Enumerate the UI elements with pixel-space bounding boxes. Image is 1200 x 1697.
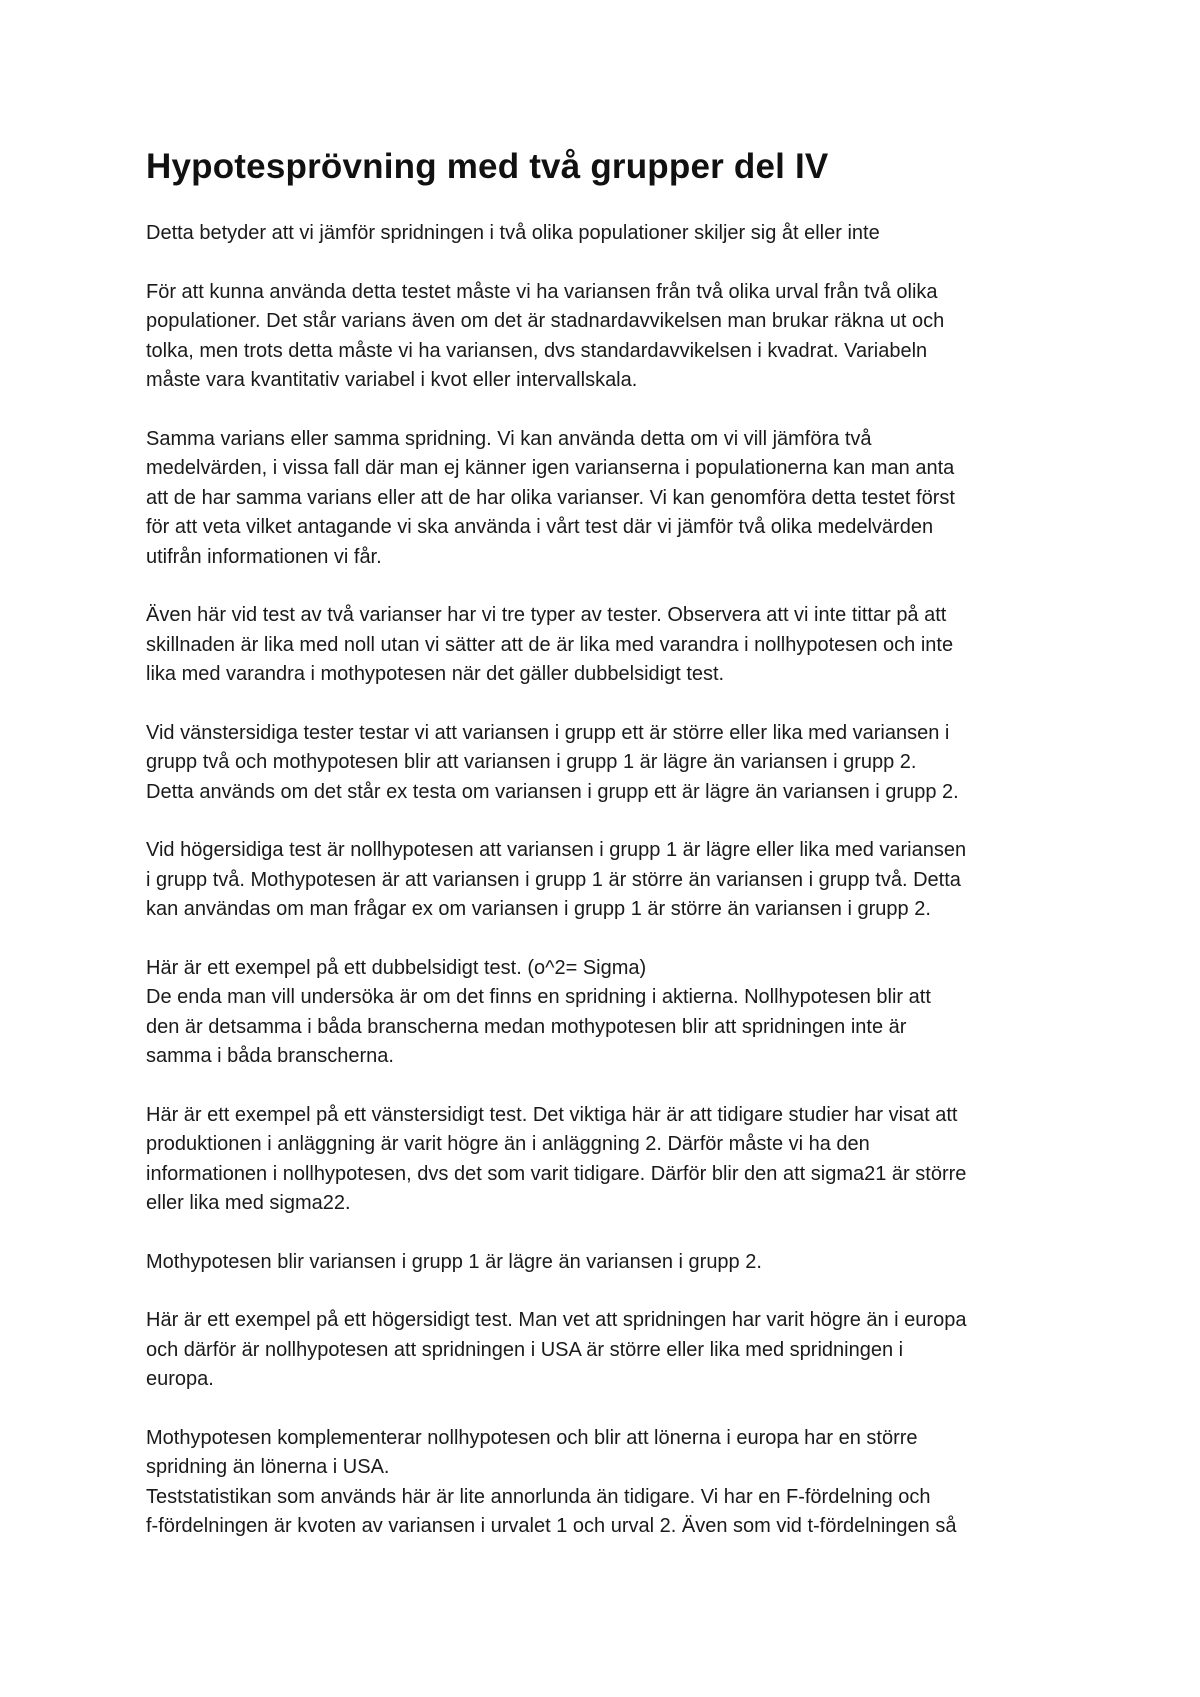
paragraph — [146, 1101, 1076, 1219]
text-line: och därför är nollhypotesen att spridningen i USA är större eller lika med spridningen i — [146, 1338, 904, 1361]
paragraph — [146, 954, 1076, 1072]
paragraph — [146, 278, 1076, 396]
text-line: Mothypotesen blir variansen i grupp 1 är lägre än variansen i grupp 2. — [146, 1250, 762, 1273]
text-line: Detta används om det står ex testa om variansen i grupp ett är lägre än variansen i grupp 2. — [146, 780, 959, 803]
text-line: kan användas om man frågar ex om variansen i grupp 1 är större än variansen i grupp 2. — [146, 898, 931, 920]
text-line: Detta betyder att vi jämför spridningen i två olika populationer skiljer sig åt eller inte — [146, 222, 880, 244]
text-line: Teststatistikan som används här är lite annorlunda än tidigare. Vi har en F-fördelning och — [146, 1485, 931, 1508]
text-line: Här är ett exempel på ett vänstersidigt test. Det viktiga här är att tidigare studier har visat att — [146, 1103, 958, 1126]
text-line: samma i båda branscherna. — [146, 1045, 394, 1067]
text-line: eller lika med sigma22. — [146, 1192, 351, 1214]
paragraph — [146, 719, 1076, 808]
text-line: Här är ett exempel på ett dubbelsidigt test. (o^2= Sigma) — [146, 956, 647, 979]
text-line: utifrån informationen vi får. — [146, 545, 382, 568]
text-line: Även här vid test av två varianser har vi tre typer av tester. Observera att vi inte tittar på att — [146, 604, 947, 626]
paragraph — [146, 219, 1076, 249]
paragraph — [146, 836, 1076, 925]
paragraph — [146, 1306, 1076, 1395]
text-line: produktionen i anläggning är varit högre än i anläggning 2. Därför måste vi ha den — [146, 1133, 870, 1155]
text-line: måste vara kvantitativ variabel i kvot eller intervallskala. — [146, 369, 638, 391]
text-line: europa. — [146, 1368, 214, 1390]
text-line: Mothypotesen komplementerar nollhypotesen och blir att lönerna i europa har en större — [146, 1426, 918, 1449]
paragraph — [146, 425, 1076, 573]
text-line: i grupp två. Mothypotesen är att variansen i grupp 1 är större än variansen i grupp två. Detta — [146, 868, 961, 891]
text-line: populationer. Det står varians även om det är stadnardavvikelsen man brukar räkna ut och — [146, 310, 945, 332]
document-title: Hypotesprövning med två grupper del IV — [146, 147, 829, 186]
text-line: medelvärden, i vissa fall där man ej känner igen varianserna i populationerna kan man anta — [146, 457, 955, 479]
paragraph — [146, 601, 1076, 690]
paragraph — [146, 1424, 1076, 1542]
text-line: Samma varians eller samma spridning. Vi kan använda detta om vi vill jämföra två — [146, 427, 872, 450]
text-line: För att kunna använda detta testet måste vi ha variansen från två olika urval från två olika — [146, 280, 938, 303]
paragraph-list — [146, 219, 1076, 1542]
text-line: De enda man vill undersöka är om det finns en spridning i aktierna. Nollhypotesen blir att — [146, 986, 931, 1008]
text-line: Vid högersidiga test är nollhypotesen att variansen i grupp 1 är lägre eller lika med variansen — [146, 839, 967, 861]
text-line: Här är ett exempel på ett högersidigt test. Man vet att spridningen har varit högre än i europa — [146, 1309, 967, 1331]
text-line: Vid vänstersidiga tester testar vi att variansen i grupp ett är större eller lika med variansen i — [146, 721, 950, 744]
paragraph — [146, 1248, 1076, 1278]
text-line: att de har samma varians eller att de har olika varianser. Vi kan genomföra detta testet först — [146, 486, 955, 509]
text-line: tolka, men trots detta måste vi ha variansen, dvs standardavvikelsen i kvadrat. Variabeln — [146, 339, 928, 362]
text-line: grupp två och mothypotesen blir att variansen i grupp 1 är lägre än variansen i grupp 2. — [146, 751, 917, 773]
text-line: f-fördelningen är kvoten av variansen i urvalet 1 och urval 2. Även som vid t-fördelningen så — [146, 1515, 957, 1537]
text-line: skillnaden är lika med noll utan vi sätter att de är lika med varandra i nollhypotesen och inte — [146, 633, 954, 656]
document-body — [146, 145, 1076, 1571]
text-line: för att veta vilket antagande vi ska använda i vårt test där vi jämför två olika medelvärden — [146, 516, 934, 538]
text-line: spridning än lönerna i USA. — [146, 1456, 390, 1478]
text-line: den är detsamma i båda branscherna medan mothypotesen blir att spridningen inte är — [146, 1015, 907, 1038]
text-line: lika med varandra i mothypotesen när det gäller dubbelsidigt test. — [146, 663, 725, 685]
text-line: informationen i nollhypotesen, dvs det som varit tidigare. Därför blir den att sigma21 är större — [146, 1162, 967, 1185]
